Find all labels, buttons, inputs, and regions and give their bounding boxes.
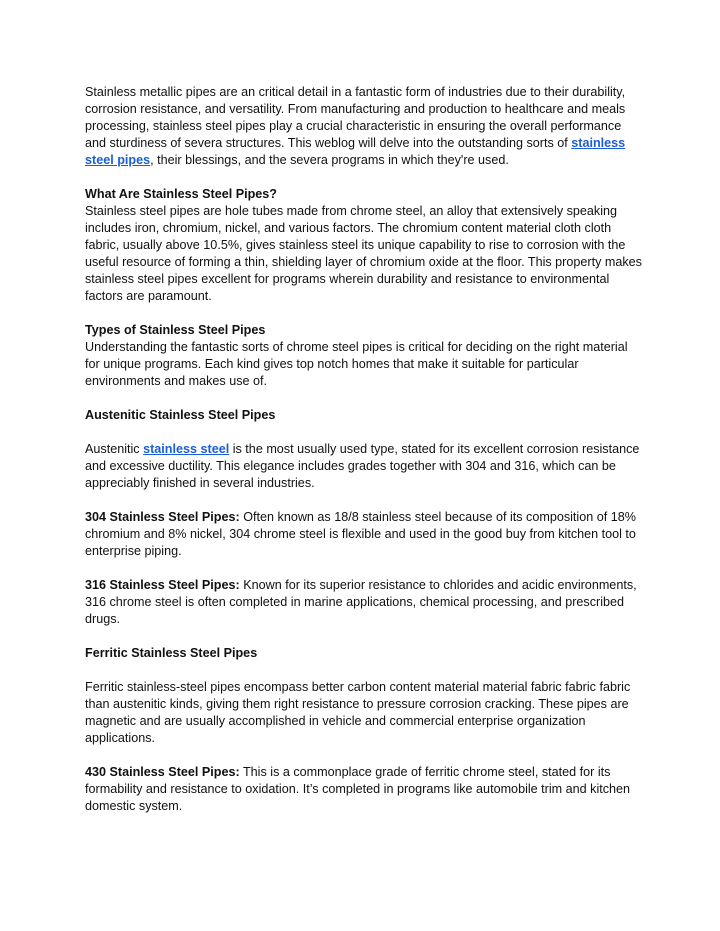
- intro-paragraph: [85, 84, 645, 169]
- grade-304-label: 304 Stainless Steel Pipes:: [85, 510, 240, 524]
- intro-text: Stainless metallic pipes are an critical detail in a fantastic form of industries due to their durability, corrosion resistance, and versatility. From manufacturing and production to healthcare and meals processing, stainless steel pipes play a crucial characteristic in ensuring the overall performance and sturdiness of severa structures. This weblog will delve into the outstanding sorts of: [85, 85, 626, 150]
- grade-304-text: Often known as 18/8 stainless steel because of its composition of 18% chromium and 8% nickel, 304 chrome steel is flexible and used in the good buy from kitchen tool to enterprise piping.: [85, 510, 636, 558]
- document-body: [85, 84, 645, 832]
- austenitic-section: [85, 407, 645, 628]
- grade-316-text: Known for its superior resistance to chlorides and acidic environments, 316 chrome steel is often completed in marine applications, chemical processing, and prescribed drugs.: [85, 578, 637, 626]
- what-section: [85, 186, 645, 305]
- types-section: [85, 322, 645, 390]
- grade-316-label: 316 Stainless Steel Pipes:: [85, 578, 240, 592]
- austenitic-heading: Austenitic Stainless Steel Pipes: [85, 408, 276, 422]
- types-paragraph: Understanding the fantastic sorts of chrome steel pipes is critical for deciding on the right material for unique programs. Each kind gives top notch homes that make it suitable for particular environments and makes use of.: [85, 340, 628, 388]
- what-paragraph: Stainless steel pipes are hole tubes made from chrome steel, an alloy that extensively speaking includes iron, chromium, nickel, and various factors. The chromium content material cloth cloth fabric, usually above 10.5%, gives stainless steel its unique capability to rise to corrosion with the useful resource of forming a thin, shielding layer of chromium oxide at the floor. This property makes stainless steel pipes excellent for programs wherein durability and resistance to environmental factors are paramount.: [85, 204, 642, 303]
- what-heading: What Are Stainless Steel Pipes?: [85, 187, 277, 201]
- austenitic-text: Austenitic: [85, 442, 144, 456]
- grade-304-paragraph: [85, 509, 645, 560]
- grade-430-text: This is a commonplace grade of ferritic chrome steel, stated for its formability and resistance to oxidation. It’s completed in programs like automobile trim and kitchen domestic system.: [85, 765, 631, 813]
- stainless-steel-pipes-link[interactable]: stainless steel pipes: [85, 136, 626, 167]
- stainless-steel-link[interactable]: stainless steel: [143, 442, 230, 456]
- types-heading: Types of Stainless Steel Pipes: [85, 323, 266, 337]
- ferritic-section: [85, 645, 645, 815]
- ferritic-heading: Ferritic Stainless Steel Pipes: [85, 646, 258, 660]
- grade-316-paragraph: [85, 577, 645, 628]
- ferritic-paragraph: Ferritic stainless-steel pipes encompass better carbon content material material fabric fabric fabric than austenitic kinds, giving them right resistance to pressure corrosion cracking. These pipes are magnetic and are usually accomplished in vehicle and commercial enterprise organization applications.: [85, 680, 631, 745]
- austenitic-text-end: is the most usually used type, stated for its excellent corrosion resistance and excessive ductility. This elegance includes grades together with 304 and 316, which can be appreciably finished in several industries.: [85, 442, 640, 490]
- austenitic-paragraph: [85, 441, 645, 492]
- intro-text-end: , their blessings, and the severa programs in which they're used.: [150, 153, 509, 167]
- grade-430-paragraph: [85, 764, 645, 815]
- grade-430-label: 430 Stainless Steel Pipes:: [85, 765, 240, 779]
